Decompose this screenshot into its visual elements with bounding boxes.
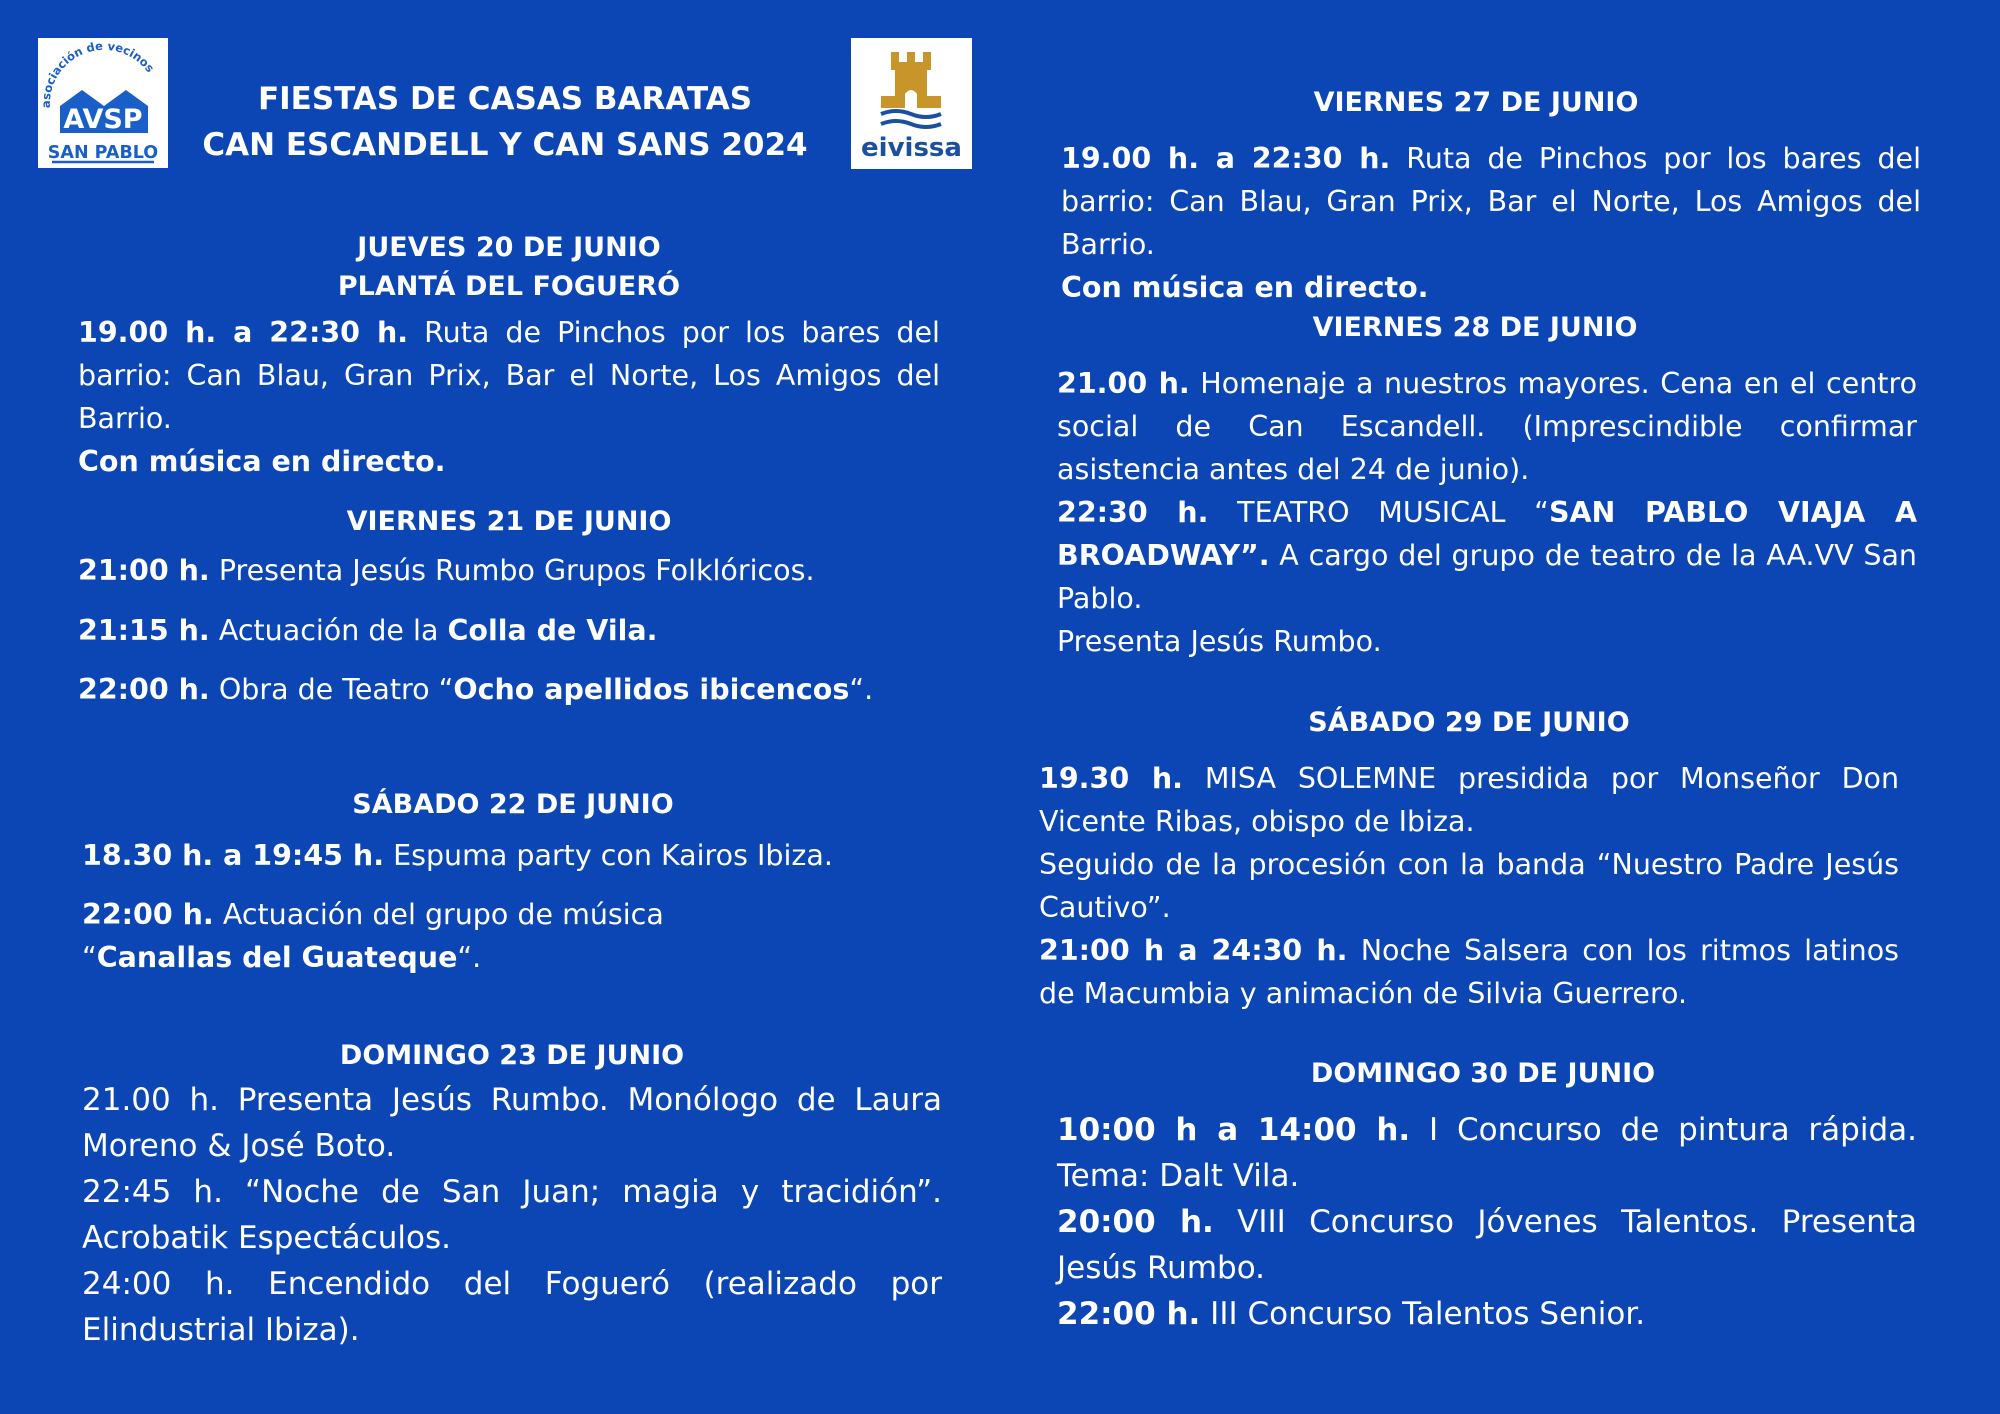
event-time: 21:00 h. (78, 554, 210, 587)
event-text: VIII Concurso Jóvenes Talentos. Presenta Jesús Rumbo. (1057, 1204, 1917, 1286)
event-time: 22:00 h. (82, 898, 214, 931)
event-time: 22:00 h. (78, 673, 210, 706)
day-sabado-29 (1039, 703, 1899, 1015)
event-text: III Concurso Talentos Senior. (1200, 1296, 1646, 1332)
event-entry: Seguido de la procesión con la banda “Nuestro Padre Jesús Cautivo”. (1039, 848, 1899, 924)
day-title: VIERNES 27 DE JUNIO (1313, 87, 1639, 118)
day-domingo-23 (82, 1036, 942, 1353)
event-entry (1057, 1291, 1917, 1337)
event-entry (82, 834, 944, 877)
event-highlight: Colla de Vila. (447, 614, 658, 647)
event-text-end: “. (457, 941, 482, 974)
event-entry: 22:45 h. “Noche de San Juan; magia y tracidión”. Acrobatik Espectáculos. (82, 1174, 942, 1256)
day-domingo-30 (1057, 1054, 1917, 1337)
event-text: MISA SOLEMNE presidida por Monseñor Don Vicente Ribas, obispo de Ibiza. (1039, 762, 1900, 838)
event-entry (82, 893, 944, 979)
event-highlight: Con música en directo. (78, 445, 446, 478)
event-text: Actuación del grupo de música (213, 898, 664, 931)
event-text: I Concurso de pintura rápida. Tema: Dalt Vila. (1057, 1112, 1917, 1194)
event-text: Noche Salsera con los ritmos latinos de Macumbia y animación de Silvia Guerrero. (1039, 934, 1899, 1010)
event-text: Obra de Teatro “ (209, 673, 454, 706)
event-highlight: Canallas del Guateque (96, 941, 458, 974)
avsp-logo-graphic (38, 38, 168, 168)
event-entry (1039, 929, 1899, 1015)
event-entry (1057, 491, 1917, 620)
event-time: 19.00 h. a 22:30 h. (78, 316, 409, 349)
avsp-sub-text: SAN PABLO (47, 143, 159, 163)
event-time: 20:00 h. (1057, 1204, 1214, 1240)
event-text: TEATRO MUSICAL “ (1208, 496, 1549, 529)
eivissa-logo (851, 38, 972, 169)
page-title (195, 76, 815, 168)
event-text: Espuma party con Kairos Ibiza. (384, 839, 833, 872)
day-viernes-21 (78, 502, 940, 711)
day-title: DOMINGO 30 DE JUNIO (1310, 1058, 1656, 1089)
event-text: Ruta de Pinchos por los bares del barrio: Can Blau, Gran Prix, Bar el Norte, Los Amigos del Barrio. (78, 316, 940, 435)
event-time: 19.30 h. (1039, 762, 1183, 795)
day-viernes-28 (1057, 308, 1917, 663)
event-entry (1039, 757, 1899, 843)
event-time: 10:00 h a 14:00 h. (1057, 1112, 1411, 1148)
day-title: SÁBADO 29 DE JUNIO (1308, 707, 1630, 738)
event-time: 21:15 h. (78, 614, 210, 647)
event-time: 18.30 h. a 19:45 h. (82, 839, 385, 872)
day-title: SÁBADO 22 DE JUNIO (352, 789, 674, 820)
event-entry (1057, 1107, 1917, 1199)
event-text: Presenta Jesús Rumbo Grupos Folklóricos. (209, 554, 815, 587)
day-title: DOMINGO 23 DE JUNIO (339, 1040, 685, 1071)
event-time: 22:30 h. (1057, 496, 1209, 529)
avsp-arc-text: asociación de vecinos (38, 38, 158, 109)
eivissa-text: eivissa (861, 133, 962, 163)
event-entry (1061, 137, 1921, 309)
event-text-end: A cargo del grupo de teatro de la AA.VV San Pablo. (1057, 539, 1917, 615)
event-time: 22:00 h. (1057, 1296, 1201, 1332)
event-time: 21:00 h a 24:30 h. (1039, 934, 1348, 967)
event-highlight: SAN PABLO VIAJA A BROADWAY”. (1057, 496, 1918, 572)
event-entry (78, 311, 940, 483)
event-entry: 24:00 h. Encendido del Fogueró (realizado por Elindustrial Ibiza). (82, 1266, 942, 1348)
event-text: Homenaje a nuestros mayores. Cena en el centro social de Can Escandell. (Imprescindible confirmar asistencia antes del 24 de junio). (1057, 367, 1917, 486)
event-entry: 21.00 h. Presenta Jesús Rumbo. Monólogo de Laura Moreno & José Boto. (82, 1082, 942, 1164)
event-text-end: “. (849, 673, 874, 706)
event-quote-open: “ (82, 941, 97, 974)
castle-icon (851, 38, 972, 169)
day-jueves-20 (78, 228, 940, 483)
event-entry (1057, 1199, 1917, 1291)
day-title: JUEVES 20 DE JUNIO (357, 232, 661, 263)
event-entry (1057, 362, 1917, 491)
event-entry (78, 549, 940, 592)
event-time: 21.00 h. (1057, 367, 1190, 400)
day-sabado-22 (82, 785, 944, 979)
event-highlight: Con música en directo. (1061, 271, 1429, 304)
event-time: 19.00 h. a 22:30 h. (1061, 142, 1391, 175)
day-title: VIERNES 21 DE JUNIO (346, 506, 672, 537)
title-line-2: CAN ESCANDELL Y CAN SANS 2024 (202, 127, 808, 163)
event-text: Actuación de la (209, 614, 448, 647)
event-text: Ruta de Pinchos por los bares del barrio: Can Blau, Gran Prix, Bar el Norte, Los Amigos del Barrio. (1061, 142, 1921, 261)
avsp-logo (38, 38, 168, 168)
event-highlight: Ocho apellidos ibicencos (453, 673, 850, 706)
title-line-1: FIESTAS DE CASAS BARATAS (257, 81, 753, 117)
day-viernes-27 (1061, 83, 1921, 309)
event-entry: Presenta Jesús Rumbo. (1057, 625, 1382, 658)
day-title: VIERNES 28 DE JUNIO (1312, 312, 1638, 343)
event-entry (78, 609, 940, 652)
avsp-main-text: AVSP (63, 104, 143, 135)
event-entry (78, 668, 940, 711)
svg-text:asociación de vecinos (39, 39, 157, 108)
day-subtitle: PLANTÁ DEL FOGUERÓ (337, 271, 681, 302)
